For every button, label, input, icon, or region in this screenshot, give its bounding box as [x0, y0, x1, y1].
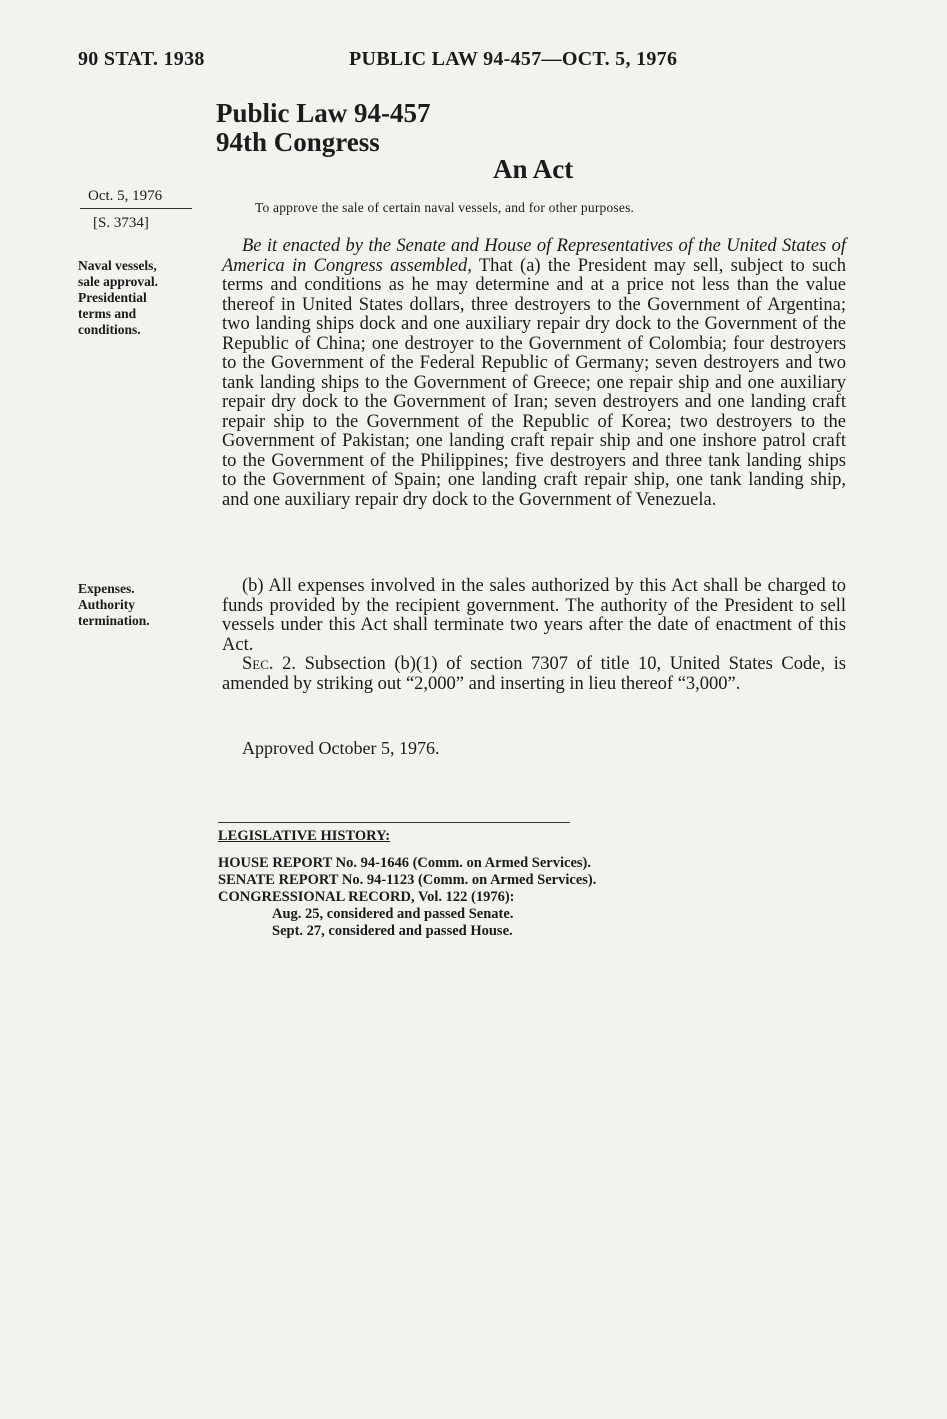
section-2-label: Sec. 2. — [242, 654, 296, 674]
history-subline: Aug. 25, considered and passed Senate. — [272, 906, 514, 922]
history-line: HOUSE REPORT No. 94-1646 (Comm. on Armed Services). — [218, 855, 591, 871]
side-note-line: Expenses. — [78, 581, 135, 596]
history-line: SENATE REPORT No. 94-1123 (Comm. on Armed Services). — [218, 872, 597, 888]
congress-label: 94th Congress — [216, 127, 380, 157]
stat-reference: 90 STAT. 1938 — [78, 48, 205, 70]
section-1a — [222, 237, 846, 510]
enacting-clause: Be it enacted by the Senate and House of Representatives of the United States of America in Congress assembled, — [222, 236, 846, 276]
section-2-text: Subsection (b)(1) of section 7307 of title 10, United States Code, is amended by striking out “2,000” and inserting in lieu thereof “3,000”. — [222, 654, 846, 694]
side-note-line: Presidential — [78, 290, 147, 305]
side-note-expenses — [78, 581, 150, 629]
approval-date: Approved October 5, 1976. — [242, 738, 440, 758]
side-note-line: termination. — [78, 613, 150, 628]
history-line: CONGRESSIONAL RECORD, Vol. 122 (1976): — [218, 889, 515, 905]
side-note-line: sale approval. — [78, 274, 159, 289]
act-purpose: To approve the sale of certain naval vessels, and for other purposes. — [255, 200, 635, 215]
margin-divider — [80, 208, 192, 209]
section-1b — [222, 577, 846, 655]
side-note-line: conditions. — [78, 322, 141, 337]
section-1a-text: That (a) the President may sell, subject to such terms and conditions as he may determine and at a price not less than the value thereof in United States dollars, three destroyers to the Government of Argentina; two landing ships dock and one auxiliary repair dry dock to the Government of the Republic of China; one destroyer to the Government of Colombia; four destroyers to the Government of the Federal Republic of Germany; seven destroyers and two tank landing ships to the Government of Greece; one repair ship and one auxiliary repair dry dock to the Government of Iran; seven destroyers and one landing craft repair ship to the Government of the Republic of Korea; two destroyers to the Government of Pakistan; one landing craft repair ship and one inshore patrol craft to the Government of the Philippines; five destroyers and three tank landing ships to the Government of Spain; one landing craft repair ship, one tank landing ship, and one auxiliary repair dry dock to the Government of Venezuela. — [222, 255, 846, 510]
section-1b-text: (b) All expenses involved in the sales authorized by this Act shall be charged to funds provided by the recipient government. The authority of the President to sell vessels under this Act shall terminate two years after the date of enactment of this Act. — [222, 576, 846, 655]
side-note-naval-vessels — [78, 258, 158, 338]
legislative-history-list — [218, 855, 596, 940]
running-title: PUBLIC LAW 94-457—OCT. 5, 1976 — [349, 48, 678, 70]
side-note-line: Authority — [78, 597, 135, 612]
side-note-line: Naval vessels, — [78, 258, 157, 273]
side-note-line: terms and — [78, 306, 137, 321]
history-subline: Sept. 27, considered and passed House. — [272, 923, 513, 939]
legislative-history-title: LEGISLATIVE HISTORY: — [218, 828, 391, 844]
margin-date: Oct. 5, 1976 — [88, 188, 163, 204]
section-2 — [222, 655, 846, 694]
history-divider — [218, 822, 570, 823]
margin-bill-number: [S. 3734] — [93, 215, 149, 231]
law-number: Public Law 94-457 — [216, 98, 431, 128]
act-heading: An Act — [493, 154, 574, 184]
